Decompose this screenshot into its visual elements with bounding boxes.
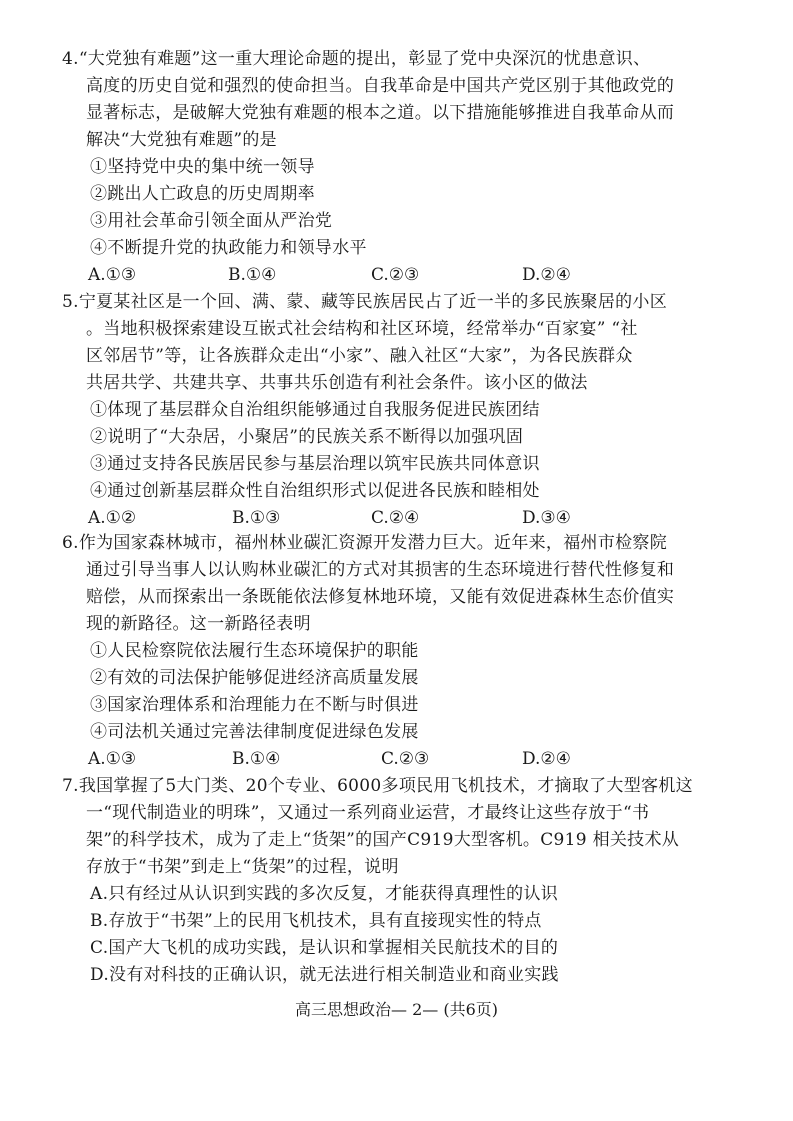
- q5-stem-line-2: 。当地积极探索建设互嵌式社会结构和社区环境，经常举办“百家宴” “社: [86, 319, 638, 339]
- q5-stem-line-4: 共居共学、共建共享、共事共乐创造有利社会条件。该小区的做法: [86, 373, 588, 393]
- q5-choice-c: C.②④: [371, 508, 420, 528]
- q7-option-a: A.只有经过从认识到实践的多次反复，才能获得真理性的认识: [90, 884, 559, 904]
- q4-item-1: ①坚持党中央的集中统一领导: [90, 157, 315, 177]
- q6-stem-line-4: 现的新路径。这一新路径表明: [86, 614, 311, 634]
- q4-item-4: ④不断提升党的执政能力和领导水平: [90, 238, 367, 258]
- q6-stem-line-2: 通过引导当事人以认购林业碳汇的方式对其损害的生态环境进行替代性修复和: [86, 560, 675, 580]
- q6-stem-line-3: 赔偿，从而探索出一条既能依法修复林地环境，又能有效促进森林生态价值实: [86, 587, 675, 607]
- q6-choice-d: D.②④: [522, 749, 571, 769]
- q4-stem-line-4: 解决“大党独有难题”的是: [86, 130, 277, 150]
- q7-stem-line-2: 一“现代制造业的明珠”，又通过一系列商业运营，才最终让这些存放于“书: [86, 803, 650, 823]
- q7-stem-line-3: 架”的科学技术，成为了走上“货架”的国产C919大型客机。C919 相关技术从: [86, 830, 680, 850]
- q6-item-2: ②有效的司法保护能够促进经济高质量发展: [90, 668, 419, 688]
- q6-choice-c: C.②③: [381, 749, 430, 769]
- q6-stem-line-1: 6.作为国家森林城市，福州林业碳汇资源开发潜力巨大。近年来，福州市检察院: [62, 533, 668, 553]
- q7-stem-line-4: 存放于“书架”到走上“货架”的过程，说明: [86, 857, 399, 877]
- q4-stem-line-3: 显著标志，是破解大党独有难题的根本之道。以下措施能够推进自我革命从而: [86, 103, 675, 123]
- q5-choice-b: B.①③: [232, 508, 281, 528]
- q4-choice-d: D.②④: [522, 265, 571, 285]
- q6-choice-b: B.①④: [232, 749, 281, 769]
- q4-item-3: ③用社会革命引领全面从严治党: [90, 211, 333, 231]
- q7-option-c: C.国产大飞机的成功实践，是认识和掌握相关民航技术的目的: [90, 938, 559, 958]
- q5-stem-line-3: 区邻居节”等，让各族群众走出“小家”、融入社区“大家”，为各民族群众: [86, 346, 633, 366]
- q6-choice-a: A.①③: [88, 749, 137, 769]
- q5-item-3: ③通过支持各民族居民参与基层治理以筑牢民族共同体意识: [90, 454, 540, 474]
- q4-stem-line-2: 高度的历史自觉和强烈的使命担当。自我革命是中国共产党区别于其他政党的: [86, 76, 675, 96]
- q5-choice-d: D.③④: [522, 508, 571, 528]
- page-footer: 高三思想政治— 2— (共6页): [294, 1000, 499, 1019]
- q4-choice-c: C.②③: [371, 265, 420, 285]
- q5-item-1: ①体现了基层群众自治组织能够通过自我服务促进民族团结: [90, 400, 540, 420]
- q4-item-2: ②跳出人亡政息的历史周期率: [90, 184, 315, 204]
- q7-stem-line-1: 7.我国掌握了5大门类、20个专业、6000多项民用飞机技术，才摘取了大型客机这: [62, 776, 693, 796]
- q4-choice-b: B.①④: [228, 265, 277, 285]
- q6-item-4: ④司法机关通过完善法律制度促进绿色发展: [90, 722, 419, 742]
- q6-item-3: ③国家治理体系和治理能力在不断与时俱进: [90, 695, 419, 715]
- q4-choice-a: A.①③: [88, 265, 137, 285]
- q5-item-4: ④通过创新基层群众性自治组织形式以促进各民族和睦相处: [90, 481, 540, 501]
- q7-option-d: D.没有对科技的正确认识，就无法进行相关制造业和商业实践: [90, 965, 559, 985]
- q5-item-2: ②说明了“大杂居，小聚居”的民族关系不断得以加强巩固: [90, 427, 524, 447]
- q5-choice-a: A.①②: [88, 508, 137, 528]
- q6-item-1: ①人民检察院依法履行生态环境保护的职能: [90, 641, 419, 661]
- q7-option-b: B.存放于“书架”上的民用飞机技术，具有直接现实性的特点: [90, 911, 542, 931]
- q5-stem-line-1: 5.宁夏某社区是一个回、满、蒙、藏等民族居民占了近一半的多民族聚居的小区: [62, 292, 668, 312]
- q4-stem-line-1: 4.“大党独有难题”这一重大理论命题的提出，彰显了党中央深沉的忧患意识、: [62, 49, 651, 69]
